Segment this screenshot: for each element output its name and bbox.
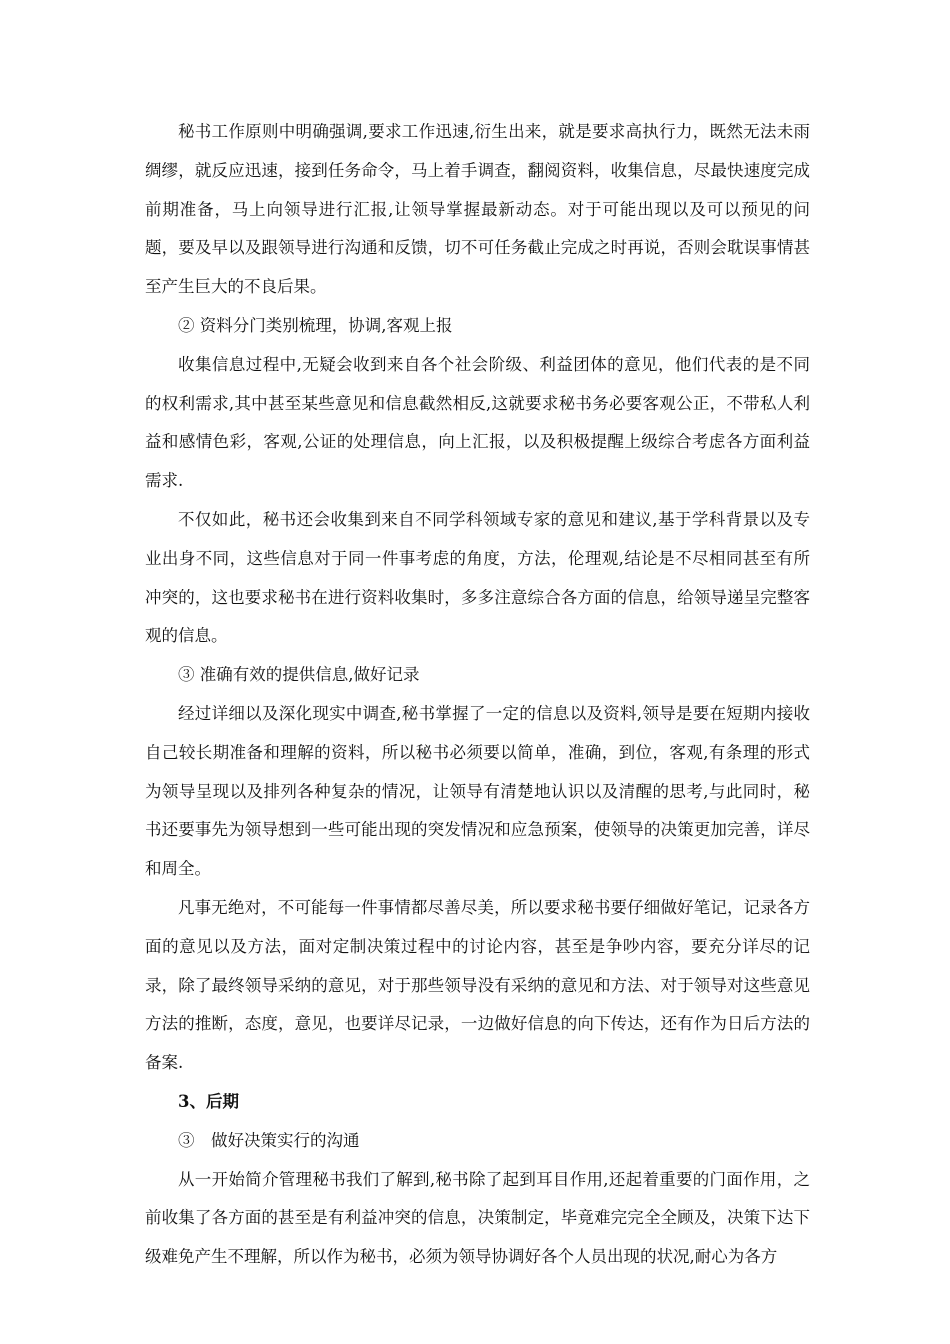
subheading-provide-information: ③ 准确有效的提供信息,做好记录: [178, 665, 420, 685]
paragraph-present-information: 经过详细以及深化现实中调查,秘书掌握了一定的信息以及资料,领导是要在短期内接收自己较长期准备和理解的资料，所以秘书必须要以简单，准确，到位，客观,有条理的形式为领导呈现以及排列各种复杂的情况，让领导有清楚地认识以及清醒的思考,与此同时，秘书还要事先为领导想到一些可能出现的突发情况和应急预案，使领导的决策更加完善，详尽和周全。: [145, 703, 810, 879]
paragraph-collect-opinions: 收集信息过程中,无疑会收到来自各个社会阶级、利益团体的意见，他们代表的是不同的权利需求,其中甚至某些意见和信息截然相反,这就要求秘书务必要客观公正，不带私人利益和感情色彩，客观,公证的处理信息，向上汇报，以及积极提醒上级综合考虑各方面利益需求.: [145, 354, 810, 491]
subheading-categorize-materials: ② 资料分门类别梳理，协调,客观上报: [178, 315, 453, 335]
paragraph-secretary-role: 从一开始简介管理秘书我们了解到,秘书除了起到耳目作用,还起着重要的门面作用，之前收集了各方面的甚至是有利益冲突的信息，决策制定，毕竟难完完全全顾及，决策下达下级难免产生不理解，所以作为秘书，必须为领导协调好各个人员出现的状况,耐心为各方: [145, 1169, 810, 1267]
paragraph-expert-opinions: 不仅如此，秘书还会收集到来自不同学科领域专家的意见和建议,基于学科背景以及专业出身不同，这些信息对于同一件事考虑的角度，方法，伦理观,结论是不尽相同甚至有所冲突的，这也要求秘书在进行资料收集时，多多注意综合各方面的信息，给领导递呈完整客观的信息。: [145, 509, 810, 646]
paragraph-execution-principle: 秘书工作原则中明确强调,要求工作迅速,衍生出来，就是要求高执行力，既然无法未雨绸缪，就反应迅速，接到任务命令，马上着手调查，翻阅资料，收集信息，尽最快速度完成前期准备，马上向领导进行汇报,让领导掌握最新动态。对于可能出现以及可以预见的问题，要及早以及跟领导进行沟通和反馈，切不可任务截止完成之时再说，否则会耽误事情甚至产生巨大的不良后果。: [145, 122, 810, 297]
document-body: [145, 113, 810, 1277]
paragraph-take-notes: 凡事无绝对，不可能每一件事情都尽善尽美，所以要求秘书要仔细做好笔记，记录各方面的意见以及方法，面对定制决策过程中的讨论内容，甚至是争吵内容，要充分详尽的记录，除了最终领导采纳的意见，对于那些领导没有采纳的意见和方法、对于领导对这些意见方法的推断，态度，意见，也要详尽记录，一边做好信息的向下传达，还有作为日后方法的备案.: [145, 897, 810, 1073]
section-heading-later-stage: 3、后期: [178, 1091, 239, 1111]
subheading-decision-communication: ③ 做好决策实行的沟通: [178, 1130, 360, 1150]
